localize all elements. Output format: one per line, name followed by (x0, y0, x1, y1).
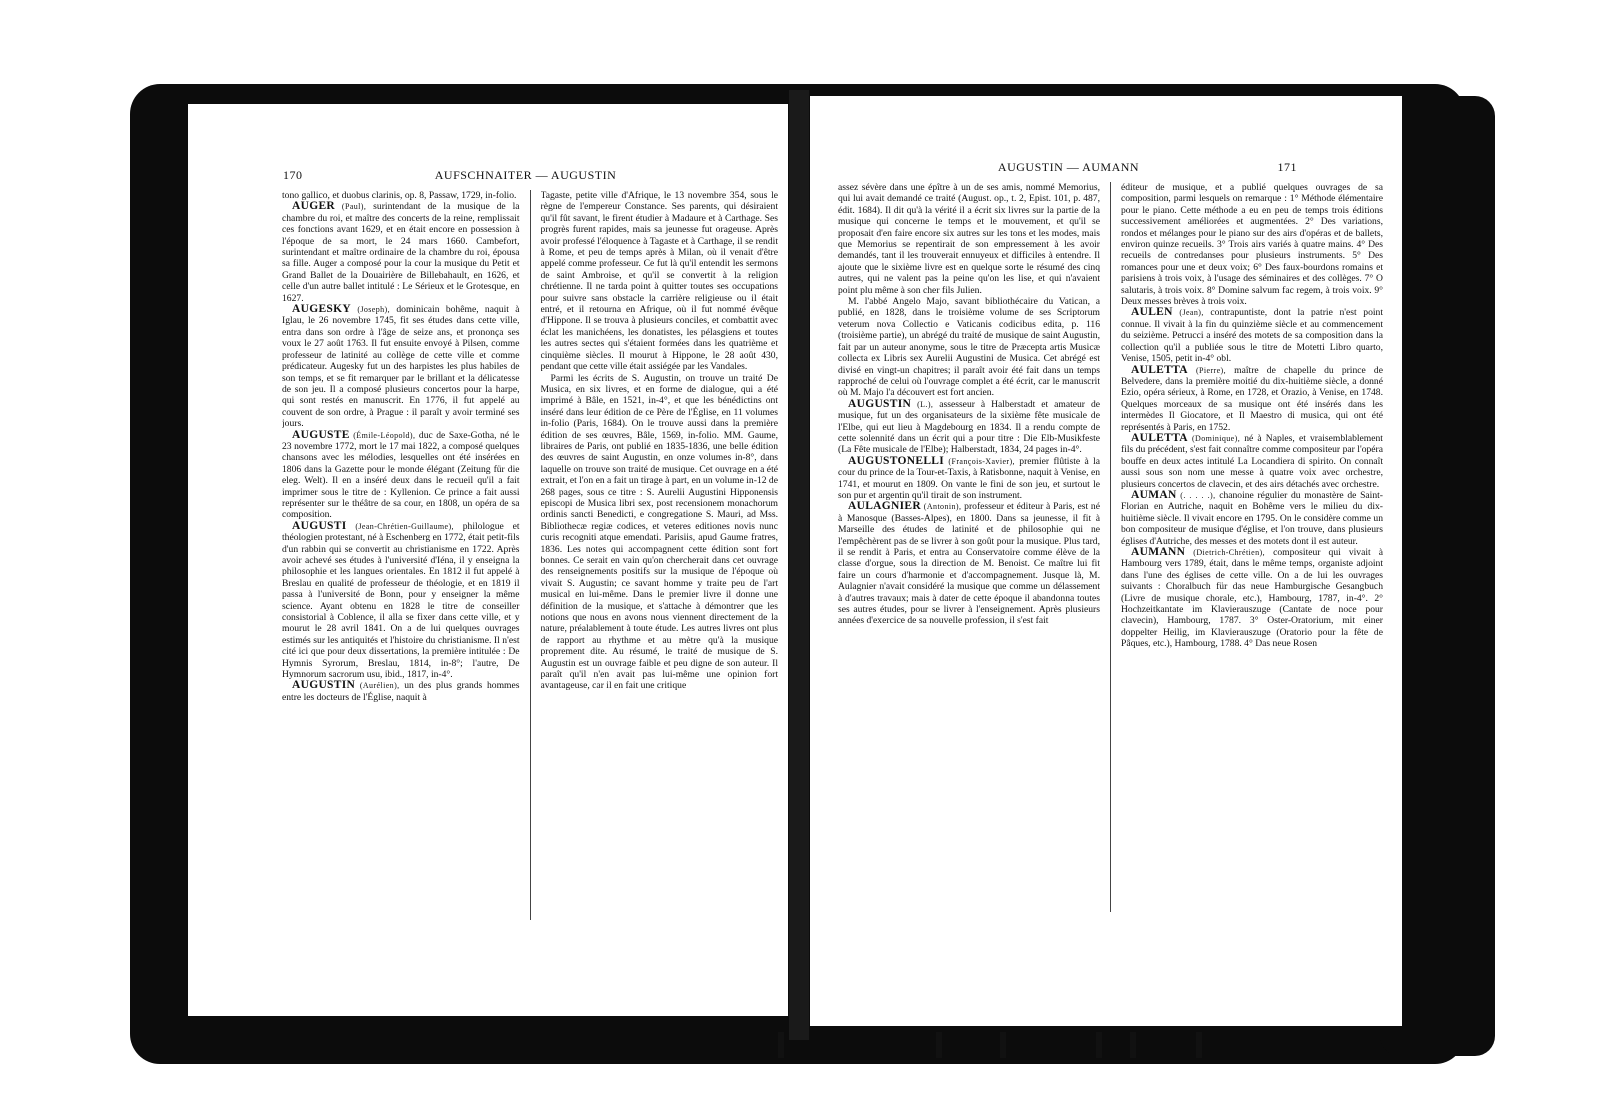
dictionary-entry (1121, 365, 1383, 433)
entry-headword: AUGUSTI (292, 519, 347, 532)
right-running-head (840, 160, 1297, 178)
dictionary-entry (282, 680, 520, 703)
entry-headword: AUMAN (1131, 488, 1177, 501)
entry-text: chanoine régulier du monastère de Saint-Florian en Autriche, naquit en Bohême vers le milieu du dix-huitième siècle. Il vivait encore en 1795. On le considère comme un bon compositeur de musique d'église, et l'on trouve, dans plusieurs églises d'Autriche, des messes et des motets dont il est auteur. (1121, 489, 1383, 547)
right-column-1 (838, 182, 1100, 912)
entry-given-name: (L.), (917, 399, 934, 409)
dictionary-entry (838, 399, 1100, 456)
entry-headword: AUGUSTONELLI (848, 454, 945, 467)
entry-given-name: (Pierre), (1195, 365, 1227, 375)
dictionary-entry (282, 521, 520, 681)
left-page-title: AUFSCHNAITER — AUGUSTIN (434, 168, 617, 182)
entry-given-name: (Joseph), (357, 305, 391, 315)
left-column-1 (282, 190, 520, 920)
entry-given-name: (Émile-Léopold), (353, 430, 416, 440)
entry-given-name: (Dominique), (1191, 433, 1241, 443)
entry-headword: AULAGNIER (848, 500, 921, 513)
right-column-2 (1121, 182, 1383, 912)
scan-artifacts (0, 1032, 1600, 1058)
entry-headword: AUGESKY (292, 303, 351, 316)
dictionary-entry (1121, 490, 1383, 547)
entry-headword: AUMANN (1131, 546, 1186, 558)
entry-headword: AUGUSTIN (292, 679, 356, 692)
right-page-number: 171 (1277, 160, 1297, 174)
left-running-head (283, 168, 768, 186)
entry-given-name: (Jean-Chrétien-Guillaume), (355, 521, 454, 531)
entry-headword: AUGUSTE (292, 428, 350, 441)
entry-text: professeur et éditeur à Paris, est né à Manosque (Basses-Alpes), en 1800. Dans sa jeunesse, il fit à Marseille des études de latinité et de philosophie qui ne l'empêchèrent pas de se livrer à son goût pour la musique. Plus tard, il se rendit à Paris, et entra au Conservatoire comme élève de la classe d'orgue, sous la direction de M. Benoist. Ce maître lui fit faire un cours d'harmonie et d'accompagnement. Jusque là, M. Aulagnier n'avait considéré la musique que comme un délassement à d'autres travaux; mais à dater de cette époque il abandonna toutes ses autres études, pour se livrer à l'enseignement. Après plusieurs années d'exercice de sa nouvelle profession, il s'est fait (838, 501, 1100, 627)
entry-text: dominicain bohême, naquit à Iglau, le 26 novembre 1745, fit ses études dans cette ville, entra dans son ordre à l'âge de seize ans, et prononça ses voux le 27 août 1763. Il fut ensuite envoyé à Pilsen, comme professeur de latinité au collège de cette ville et comme prédicateur. Augesky fut un des harpistes les plus habiles de son temps, et se fit remarquer par le brillant et la délicatesse de son jeu. Il a composé plusieurs concertos pour la harpe, qui sont restés en manuscrit. En 1776, il fut appelé au couvent de son ordre, à Prague : il paraît y avoir terminé ses jours. (282, 304, 520, 430)
entry-text: contrapuntiste, dont la patrie n'est point connue. Il vivait à la fin du quinzième siècle et au commencement du seizième. Petrucci a inséré des motets de sa composition dans la collection qu'il a publiée sous le titre de Motetti Libro quarto, Venise, 1505, petit in-4° obl. (1121, 307, 1383, 365)
body-paragraph: Parmi les écrits de S. Augustin, on trouve un traité De Musica, en six livres, et en forme de dialogue, qui a été imprimé à Bâle, en 1521, in-4°, et que les bénédictins ont inséré dans leur édition de ce Père de l'Église, en 11 volumes in-folio (Paris, 1684). On le trouve aussi dans la première édition de ses œuvres, Bâle, 1569, in-folio. MM. Gaume, libraires de Paris, ont publié en 1835-1836, une belle édition des œuvres de saint Augustin, en onze volumes in-8°, dans laquelle on trouve son traité de musique. Cet ouvrage en a été extrait, et l'on en a fait un tirage à part, en un volume in-12 de 268 pages, sous ce titre : S. Aurelii Augustini Hipponensis episcopi de Musica libri sex, post recensionem monachorum ordinis sancti Benedicti, e congregatione S. Mauri, ad Mss. Bibliothecæ regiæ codices, et veteres editiones novis nunc curis recogniti atque emendati. Parisiis, apud Gaume fratres, 1836. Les notes qui accompagnent cette édition sont fort bonnes. Ce serait en vain qu'on chercherait dans cet ouvrage des renseignements positifs sur la musique de l'époque où vivait S. Augustin; ce savant homme y traite peu de l'art musical en lui-même. Dans le premier livre il donne une définition de la musique, et s'attache à démontrer que les notions que nous en avons nous viennent directement de la nature, préalablement à toute étude. Les autres livres ont plus de rapport au rhythme et au mètre qu'à la musique proprement dite. Au résumé, le traité de musique de S. Augustin est un ouvrage faible et peu digne de son auteur. Il paraît qu'il n'en avait pas lui-même une opinion fort avantageuse, car il en fait une critique (540, 372, 778, 692)
dictionary-entry (282, 430, 520, 521)
dictionary-entry (1121, 433, 1383, 490)
body-paragraph: assez sévère dans une épître à un de ses amis, nommé Memorius, qui lui avait demandé ce traité (August. op., t. 2, Epist. 101, p. 487, édit. 1684). Il dit qu'à la vérité il a écrit six livres sur la partie de la musique qui concerne le temps et le mouvement, et qu'il se proposait d'en faire encore six autres sur les tons et les modes, mais que Memorius se repentirait de son empressement à les avoir demandés, tant il les trouverait ennuyeux et difficiles à entendre. Il ajoute que le sixième livre est en quelque sorte le résumé des cinq autres, qui ne valent pas la peine qu'on les lise, et qui n'avaient point plu même à son cher fils Julien. (838, 182, 1100, 296)
entry-text: surintendant de la musique de la chambre du roi, et maître des concerts de la reine, remplissait ces fonctions avant 1629, et en était encore en possession à l'époque de sa mort, le 24 mars 1660. Cambefort, surintendant et maître ordinaire de la chambre du roi, épousa sa fille. Auger a composé pour la cour la musique du Petit et Grand Ballet de la Douairière de Billebahault, en 1626, et celle d'un autre ballet intitulé : Le Sérieux et le Grotesque, en 1627. (282, 201, 520, 304)
right-page (810, 96, 1402, 1026)
entry-given-name: (Dietrich-Chrétien), (1193, 548, 1265, 557)
right-page-title: AUGUSTIN — AUMANN (997, 160, 1140, 174)
body-paragraph: M. l'abbé Angelo Majo, savant bibliothécaire du Vatican, a publié, en 1828, dans le troisième volume de ses Scriptorum veterum nova Collectio e Vaticanis codicibus edita, p. 116 (troisième partie), un abrégé du traité de musique de saint Augustin, fait par un auteur anonyme, sous le titre de Præcepta artis Musicæ collecta ex Libris sex Aurelii Augustini de Musica. Cet abrégé est divisé en vingt-un chapitres; il paraît avoir été fait dans un temps rapproché de celui où l'ouvrage complet a été écrit, car le manuscrit où M. Majo l'a découvert est fort ancien. (838, 296, 1100, 399)
dictionary-entry (838, 501, 1100, 626)
entry-given-name: (Aurélien), (359, 681, 400, 691)
entry-text: maître de chapelle du prince de Belvedere, dans la première moitié du dix-huitième siècle, a donné Ezio, opéra sérieux, à Rome, en 1728, et Orazio, à Venise, en 1748. Quelques morceaux de sa musique ont été insérés dans les intermèdes Il Giocatore, et Il Maestro di musica, qui ont été représentés à Paris, en 1752. (1121, 364, 1383, 433)
body-paragraph: Tagaste, petite ville d'Afrique, le 13 novembre 354, sous le règne de l'empereur Constance. Ses parents, qui désiraient qu'il fût savant, le firent étudier à Madaure et à Carthage. Ses progrès furent rapides, mais sa jeunesse fut orageuse. Après avoir professé l'éloquence à Tagaste et à Carthage, il se rendit à Rome, et peu de temps après à Milan, où il venait d'être appelé comme professeur. Ce fut là qu'il entendit les sermons de saint Ambroise, et qu'il se convertit à la religion chrétienne. Il ne tarda point à quitter toutes ses occupations pour suivre sans obstacle la carrière religieuse ou il était entré, et il retourna en Afrique, où il fut nommé évêque d'Hippone. Il se trouva à plusieurs conciles, et combattit avec éclat les manichéens, les donatistes, les pélasgiens et toutes les autres sectes qui s'étaient formées dans les quatrième et cinquième siècles. Il mourut à Hippone, le 28 août 430, pendant que cette ville était assiégée par les Vandales. (540, 190, 778, 373)
entry-text: né à Naples, et vraisemblablement fils du précédent, s'est fait connaître comme compositeur par l'opéra bouffe en deux actes intitulé La Locandiera di spirito. On connaît aussi sous son nom une messe à quatre voix avec orchestre, plusieurs concertos de clavecin, et des airs détachés avec orchestre. (1121, 432, 1383, 490)
entry-given-name: (François-Xavier), (948, 456, 1015, 466)
dictionary-entry (838, 456, 1100, 502)
entry-headword: AULETTA (1131, 431, 1188, 444)
left-column-2 (541, 190, 779, 920)
entry-text: compositeur qui vivait à Hambourg vers 1789, était, dans le même temps, organiste adjoint dans l'une des églises de cette ville. On a de lui les ouvrages suivants : Choralbuch für das neue Hamburgische Gesangbuch (Livre de musique chorale, etc.), Hambourg, 1787, in-4°. 2° Hochzeitkantate im Klavierauszuge (Cantate de noce pour clavecin), Hambourg, 1787. 3° Oster-Oratorium, mit einer doppelter Heilig, im Klavierauszuge (Oratorio pour la fête de Pâques, etc.), Hambourg, 1788. 4° Das neue Rosen (1121, 547, 1383, 650)
entry-text: duc de Saxe-Gotha, né le 23 novembre 1772, mort le 17 mai 1822, a composé quelques chansons avec les mélodies, lesquelles ont été insérées en 1806 dans la Gazette pour le monde élégant (Zeitung für die eleg. Welt). Il en a inséré deux dans le recueil qu'il a fait imprimer sous le titre de : Kyllenion. Ce prince a fait aussi représenter sur le théâtre de sa cour, en 1808, un opéra de sa composition. (282, 429, 520, 521)
entry-text: philologue et théologien protestant, né à Eschenberg en 1772, était petit-fils d'un rabbin qui se convertit au christianisme en 1722. Après avoir achevé ses études à l'université d'Iéna, il y enseigna la philosophie et les langues orientales. En 1812 il fut appelé à Breslau en qualité de professeur de théologie, et en 1819 il passa à l'université de Bonn, pour y enseigner la même science. Ayant obtenu en 1828 le titre de conseiller consistorial à Coblence, il alla se fixer dans cette ville, et y mourut le 28 avril 1841. On a de lui quelques ouvrages estimés sur les antiquités et l'histoire du christianisme. Il n'est cité ici que pour deux dissertations, la première intitulée : De Hymnis Syrorum, Breslau, 1814, in-8°; l'autre, De Hymnorum sacrorum usu, ibid., 1817, in-4°. (282, 520, 520, 681)
entry-given-name: (. . . . .), (1180, 490, 1216, 500)
entry-given-name: (Jean), (1179, 308, 1204, 318)
entry-headword: AULEN (1131, 306, 1173, 319)
book-gutter (789, 90, 809, 1040)
dictionary-entry (282, 201, 520, 304)
left-page-number: 170 (283, 168, 303, 182)
entry-given-name: (Paul), (341, 202, 367, 212)
dictionary-entry (1121, 307, 1383, 364)
entry-text: assesseur à Halberstadt et amateur de musique, fut un des organisateurs de la sixième fête musicale de l'Elbe, qui eut lieu à Magdebourg en 1834. Il a rendu compte de cette solennité dans un écrit qui a pour titre : Die Elb-Musikfeste (La Fête musicale de l'Elbe); Halberstadt, 1834, 24 pages in-4°. (838, 398, 1100, 456)
entry-given-name: (Antonin), (923, 502, 962, 512)
body-paragraph: éditeur de musique, et a publié quelques ouvrages de sa composition, parmi lesquels on remarque : 1° Méthode élémentaire pour le piano. Cette méthode a eu en peu de temps trois éditions successivement améliorées et augmentées. 2° Des variations, rondos et mélanges pour le piano sur des airs d'opéras et de ballets, environ quinze recueils. 3° Trois airs variés à quatre mains. 4° Des recueils de contredanses pour plusieurs instruments. 5° Des romances pour une et deux voix; 6° Des faux-bourdons romains et parisiens à trois voix, à l'usage des séminaires et des collèges. 7° O salutaris, à trois voix. 8° Domine salvum fac regem, à trois voix. 9° Deux messes brèves à trois voix. (1121, 182, 1383, 308)
dictionary-entry (1121, 547, 1383, 650)
body-paragraph: tono gallico, et duobus clarinis, op. 8, Passaw, 1729, in-folio. (282, 190, 517, 201)
left-page (188, 104, 788, 1016)
entry-headword: AUGUSTIN (848, 397, 912, 410)
entry-headword: AULETTA (1131, 363, 1188, 376)
dictionary-entry (282, 304, 520, 429)
entry-text: un des plus grands hommes entre les docteurs de l'Église, naquit à (282, 680, 520, 703)
entry-headword: AUGER (292, 200, 336, 213)
entry-text: premier flûtiste à la cour du prince de la Tour-et-Taxis, à Ratisbonne, naquit à Venise, en 1741, et mourut en 1809. On vante le fini de son jeu, et surtout le son pur et argentin qu'il tirait de son instrument. (838, 455, 1100, 501)
